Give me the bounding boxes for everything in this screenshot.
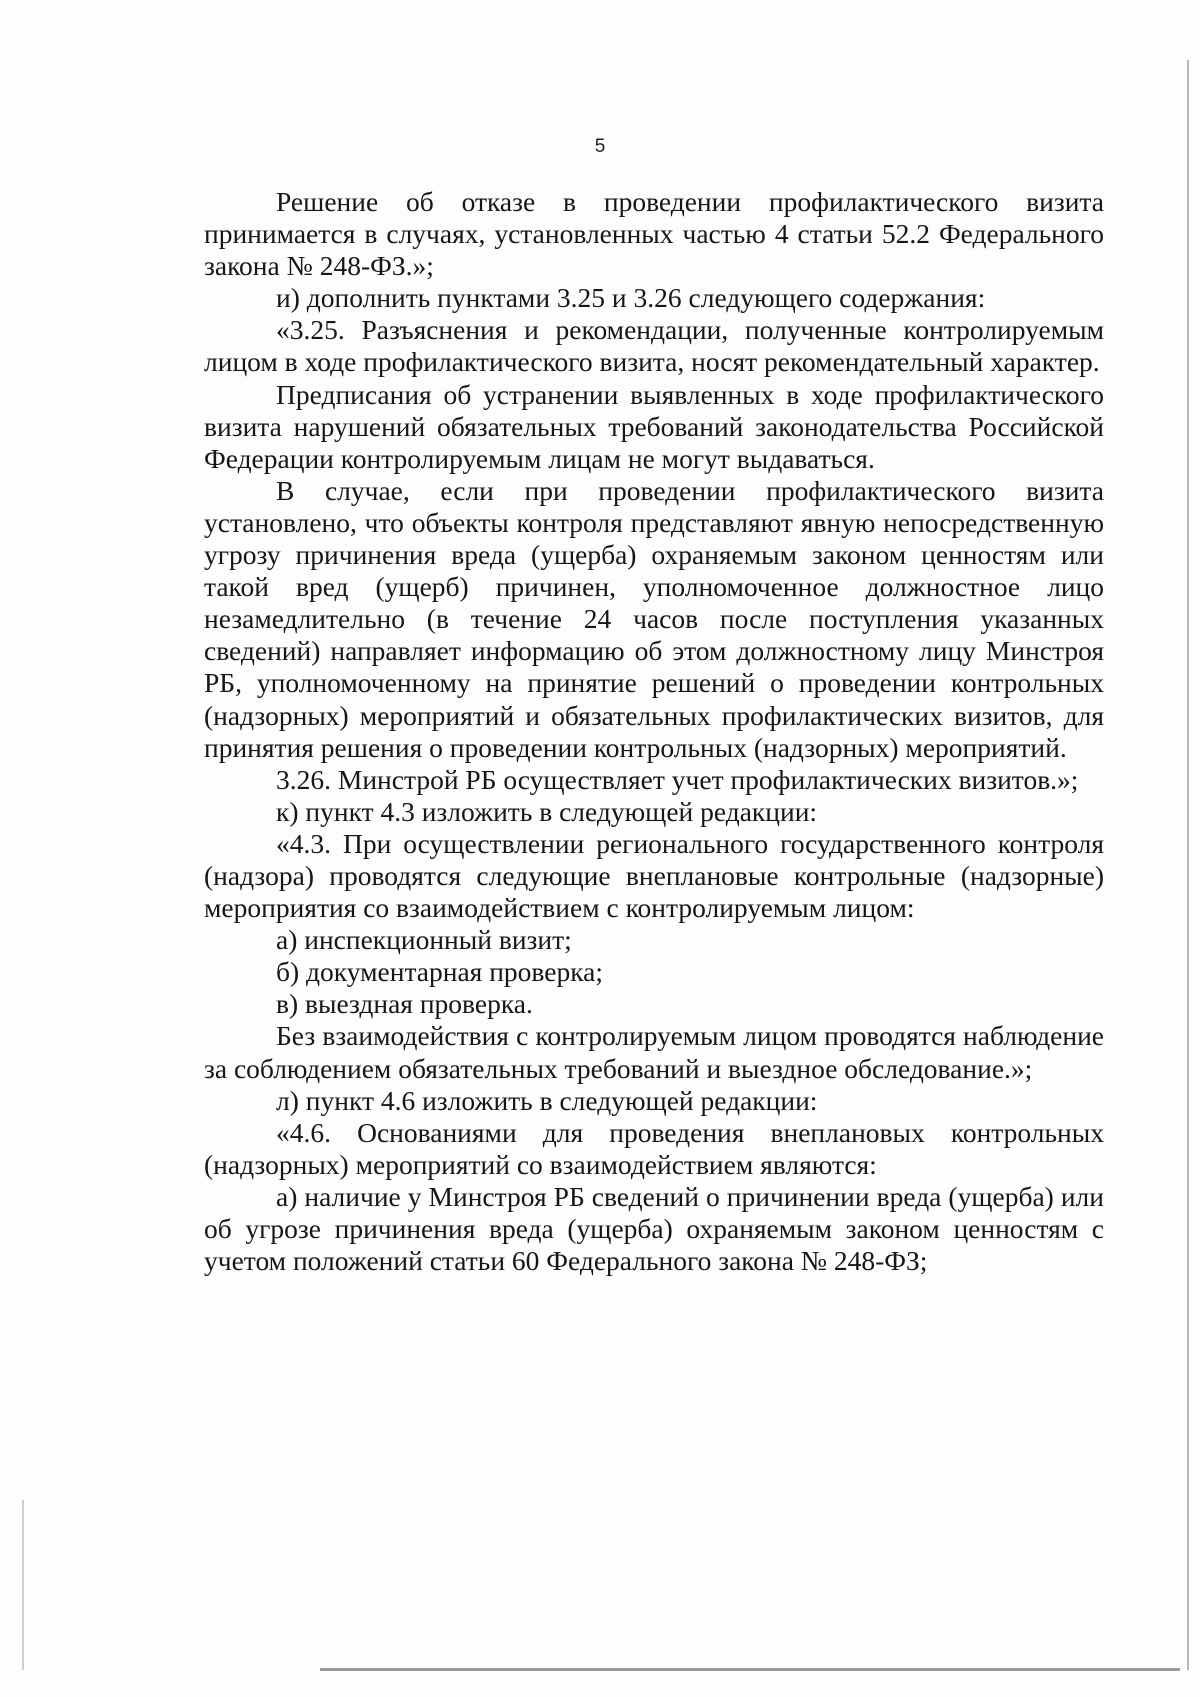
paragraph-4-6-item-a: а) наличие у Минстроя РБ сведений о причинении вреда (ущерба) или об угрозе причинения вреда (ущерба) охраняемым законом ценностям с учетом положений статьи 60 Федерального закона № 248-ФЗ; — [204, 1180, 1104, 1277]
document-body — [204, 186, 1104, 1277]
paragraph-3-26: 3.26. Минстрой РБ осуществляет учет профилактических визитов.»; — [276, 763, 1079, 795]
list-item-b: б) документарная проверка; — [276, 956, 603, 988]
scan-edge-left — [22, 1500, 24, 1670]
list-item-a: а) инспекционный визит; — [276, 924, 572, 956]
paragraph-threat-case: В случае, если при проведении профилактического визита установлено, что объекты контроля представляют явную непосредственную угрозу причинения вреда (ущерба) охраняемым законом ценностям или такой вред (ущерб) причинен, уполномоченное должностное лицо незамедлительно (в течение 24 часов после поступления указанных сведений) направляет информацию об этом должностному лицу Минстроя РБ, уполномоченному на принятие решений о проведении контрольных (надзорных) мероприятий и обязательных профилактических визитов, для принятия решения о проведении контрольных (надзорных) мероприятий. — [204, 474, 1104, 763]
paragraph-without-interaction: Без взаимодействия с контролируемым лицом проводятся наблюдение за соблюдением обязательных требований и выездное обследование.»; — [204, 1020, 1104, 1084]
paragraph-4-6: «4.6. Основаниями для проведения внеплановых контрольных (надзорных) мероприятий со взаимодействием являются: — [204, 1116, 1104, 1180]
paragraph-refusal-decision: Решение об отказе в проведении профилактического визита принимается в случаях, установленных частью 4 статьи 52.2 Федерального закона № 248-ФЗ.»; — [204, 186, 1104, 282]
paragraph-prescriptions: Предписания об устранении выявленных в ходе профилактического визита нарушений обязательных требований законодательства Российской Федерации контролируемым лицам не могут выдаваться. — [204, 378, 1104, 474]
page-number: 5 — [594, 136, 606, 157]
paragraph-3-25: «3.25. Разъяснения и рекомендации, полученные контролируемым лицом в ходе профилактического визита, носят рекомендательный характер. — [204, 314, 1104, 378]
paragraph-amendment-k: к) пункт 4.3 изложить в следующей редакции: — [276, 795, 818, 827]
paragraph-amendment-l: л) пункт 4.6 изложить в следующей редакции: — [276, 1084, 818, 1116]
scan-edge-right — [1187, 60, 1189, 1670]
scan-edge-bottom — [320, 1668, 1180, 1671]
paragraph-4-3: «4.3. При осуществлении регионального государственного контроля (надзора) проводятся следующие внеплановые контрольные (надзорные) мероприятия со взаимодействием с контролируемым лицом: — [204, 827, 1104, 924]
paragraph-amendment-i: и) дополнить пунктами 3.25 и 3.26 следующего содержания: — [276, 282, 986, 314]
list-item-v: в) выездная проверка. — [276, 988, 533, 1020]
